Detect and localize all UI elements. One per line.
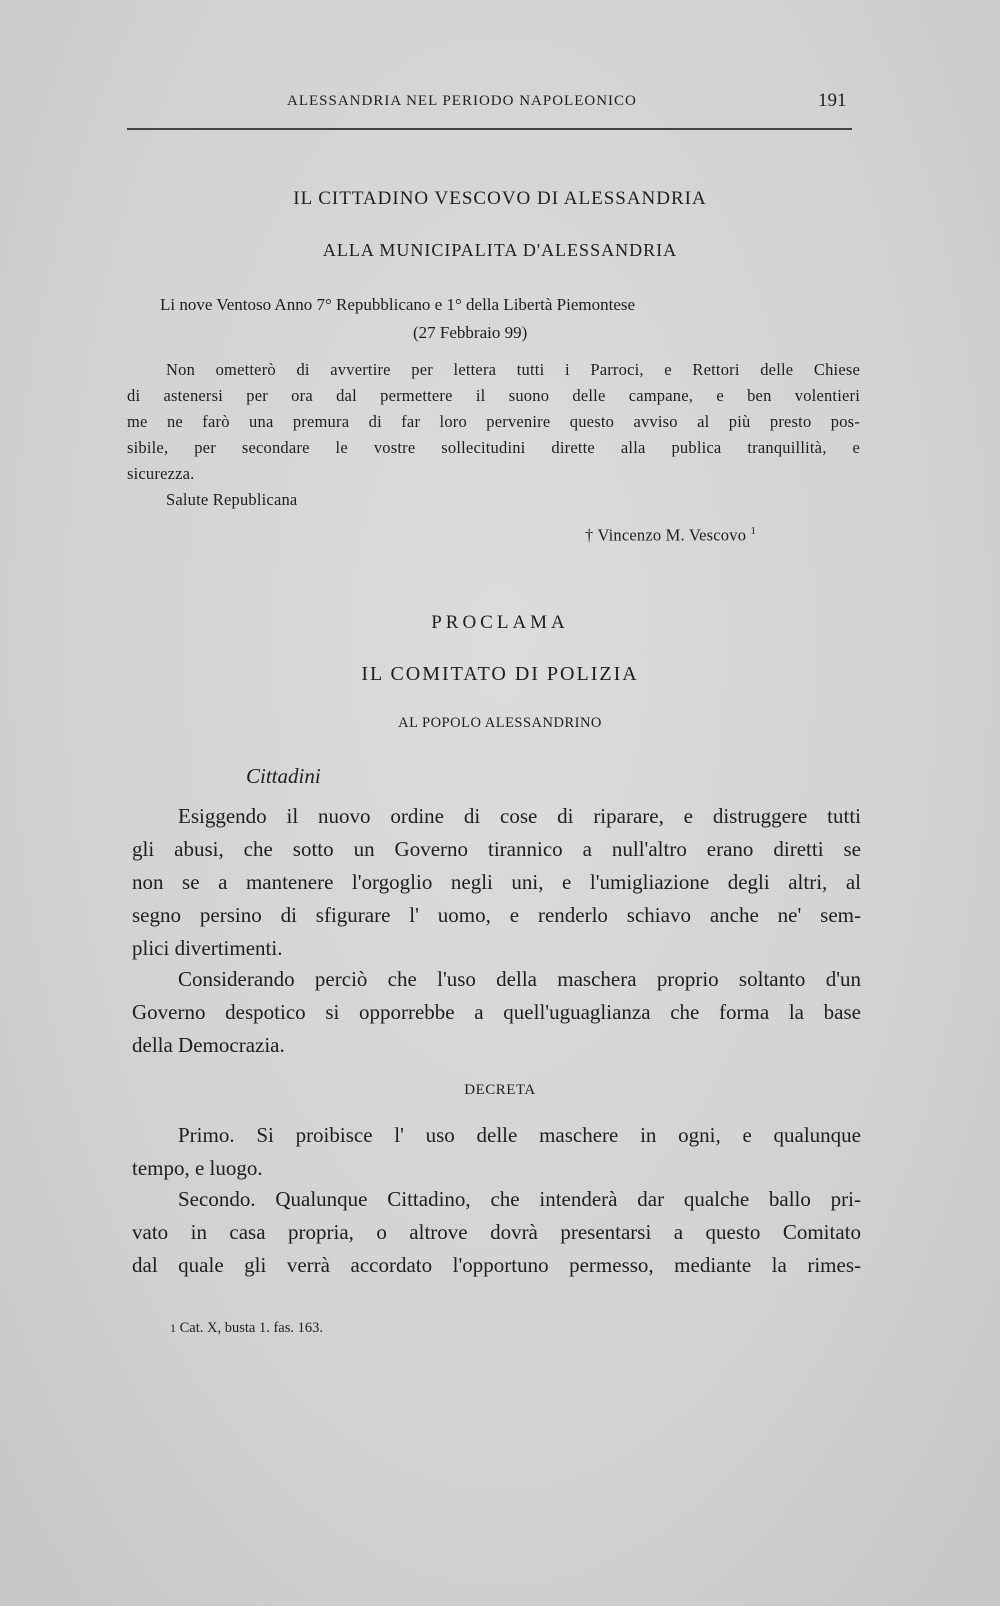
proclama-line: gli abusi, che sotto un Governo tirannico a null'altro erano diretti se	[132, 837, 861, 861]
header-rule	[127, 128, 852, 130]
page-number: 191	[818, 90, 847, 111]
proclama-line: Governo despotico si opporrebbe a quell'uguaglianza che forma la base	[132, 1000, 861, 1024]
proclama-line: della Democrazia.	[132, 1033, 285, 1057]
proclama-line: dal quale gli verrà accordato l'opportuno permesso, mediante la rimes-	[132, 1253, 861, 1277]
proclama-issuer: IL COMITATO DI POLIZIA	[361, 663, 639, 685]
proclama-decreta: DECRETA	[464, 1082, 536, 1098]
proclama-line: plici divertimenti.	[132, 936, 283, 960]
proclama-salutation: Cittadini	[246, 764, 321, 788]
footnote	[170, 1320, 323, 1337]
running-header: ALESSANDRIA NEL PERIODO NAPOLEONICO	[287, 93, 637, 109]
letter-line: di astenersi per ora dal permettere il suono delle campane, e ben volentieri	[127, 386, 860, 405]
footnote-text: Cat. X, busta 1. fas. 163.	[179, 1320, 323, 1336]
footnote-marker: 1	[170, 1321, 176, 1335]
proclama-addressee: AL POPOLO ALESSANDRINO	[398, 715, 602, 731]
letter-title: IL CITTADINO VESCOVO DI ALESSANDRIA	[293, 188, 707, 209]
proclama-line: Considerando perciò che l'uso della maschera proprio soltanto d'un	[178, 967, 861, 991]
letter-subtitle: ALLA MUNICIPALITA D'ALESSANDRIA	[322, 240, 678, 260]
letter-line: Non ometterò di avvertire per lettera tutti i Parroci, e Rettori delle Chiese	[166, 360, 860, 379]
proclama-line: Secondo. Qualunque Cittadino, che intenderà dar qualche ballo pri-	[178, 1187, 861, 1211]
proclama-line: vato in casa propria, o altrove dovrà presentarsi a questo Comitato	[132, 1220, 861, 1244]
letter-line: sicurezza.	[127, 464, 195, 483]
letter-line: me ne farò una premura di far loro pervenire questo avviso al più presto pos-	[127, 412, 860, 431]
footnote-ref: 1	[750, 525, 757, 537]
proclama-line: segno persino di sfigurare l' uomo, e renderlo schiavo anche ne' sem-	[132, 903, 861, 927]
signature-text: † Vincenzo M. Vescovo	[585, 525, 747, 545]
letter-date-line-1: Li nove Ventoso Anno 7° Repubblicano e 1° della Libertà Piemontese	[160, 295, 636, 314]
proclama-line: non se a mantenere l'orgoglio negli uni, e l'umigliazione degli altri, al	[132, 870, 861, 894]
letter-date-line-2: (27 Febbraio 99)	[413, 323, 528, 342]
letter-signature	[585, 525, 756, 546]
letter-closing: Salute Republicana	[166, 490, 298, 509]
proclama-line: Primo. Si proibisce l' uso delle maschere in ogni, e qualunque	[178, 1123, 861, 1147]
proclama-line: tempo, e luogo.	[132, 1156, 263, 1180]
letter-line: sibile, per secondare le vostre sollecitudini dirette alla publica tranquillità, e	[127, 438, 860, 457]
proclama-title: PROCLAMA	[431, 612, 569, 633]
proclama-line: Esiggendo il nuovo ordine di cose di riparare, e distruggere tutti	[178, 804, 861, 828]
